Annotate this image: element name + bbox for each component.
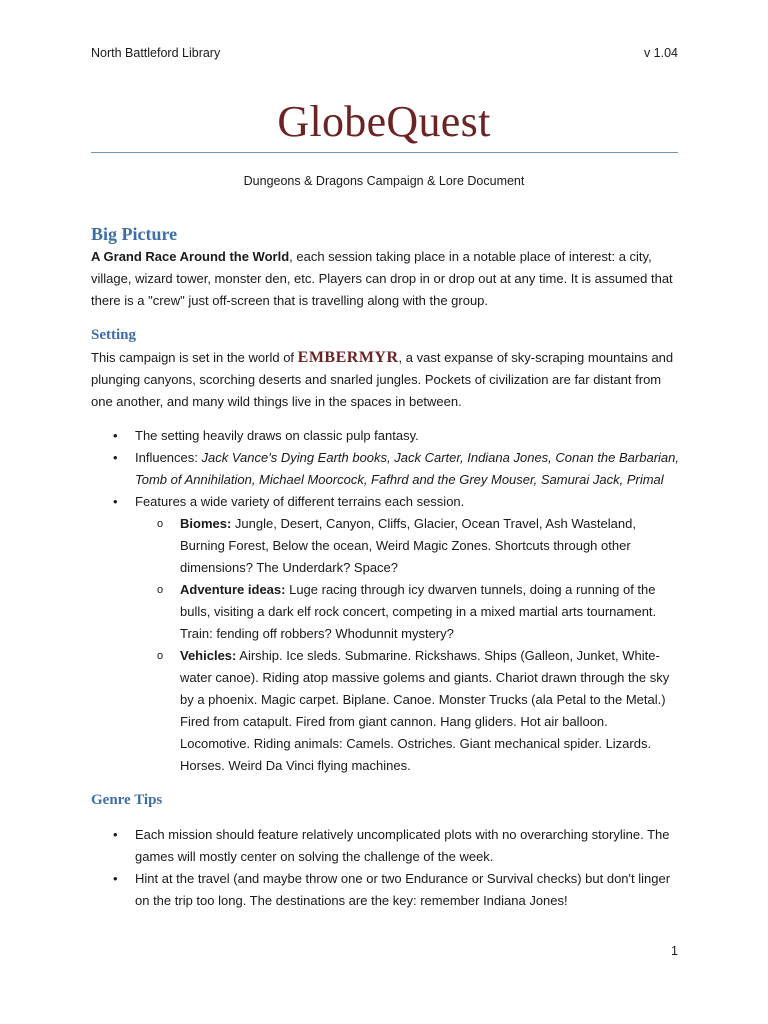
- list-item: [91, 491, 681, 777]
- list-item: [91, 425, 681, 447]
- setting-bullet-list: [91, 425, 681, 777]
- influences-list: Jack Vance's Dying Earth books, Jack Carter, Indiana Jones, Conan the Barbarian, Tomb of Annihilation, Michael Moorcock, Fafhrd and the Grey Mouser, Samurai Jack, Primal: [135, 450, 679, 487]
- biomes-label: Biomes:: [180, 516, 232, 531]
- adventure-ideas-text: Luge racing through icy dwarven tunnels, doing a running of the bulls, visiting a dark elf rock concert, competing in a mixed martial arts tournament. Train: fending off robbers? Whodunnit mystery?: [180, 582, 657, 641]
- setting-bullet-pulp: The setting heavily draws on classic pulp fantasy.: [135, 428, 419, 443]
- setting-bullet-terrains: Features a wide variety of different terrains each session.: [135, 494, 465, 509]
- genre-tip-2: Hint at the travel (and maybe throw one or two Endurance or Survival checks) but don't linger on the trip too long. The destinations are the key: remember Indiana Jones!: [135, 871, 671, 908]
- influences-label: Influences:: [135, 450, 202, 465]
- adventure-ideas-label: Adventure ideas:: [180, 582, 286, 597]
- setting-paragraph: [91, 347, 681, 413]
- heading-setting: Setting: [91, 327, 136, 343]
- document-subtitle: Dungeons & Dragons Campaign & Lore Document: [243, 174, 525, 188]
- biomes-text: Jungle, Desert, Canyon, Cliffs, Glacier, Ocean Travel, Ash Wasteland, Burning Forest, Below the ocean, Weird Magic Zones. Shortcuts through other dimensions? The Underdark? Space?: [180, 516, 636, 575]
- heading-big-picture: Big Picture: [91, 224, 178, 244]
- setting-text-after: , a vast expanse of sky-scraping mountains and plunging canyons, scorching deserts and snarled jungles. Pockets of civilization are far distant from one another, and many wild things live in the spaces in between.: [91, 350, 674, 409]
- genre-tip-1: Each mission should feature relatively uncomplicated plots with no overarching storyline. The games will mostly center on solving the challenge of the week.: [135, 827, 670, 864]
- header-library-name: North Battleford Library: [91, 46, 221, 60]
- genre-tips-list: [91, 824, 681, 912]
- list-item: [91, 824, 681, 868]
- vehicles-text: Airship. Ice sleds. Submarine. Rickshaws. Ships (Galleon, Junket, White-water canoe). Riding atop massive golems and giants. Chariot drawn through the sky by a phoenix. Magic carpet. Biplane. Canoe. Monster Trucks (ala Petal to the Metal.) Fired from catapult. Fired from giant cannon. Hang gliders. Hot air balloon. Locomotive. Riding animals: Camels. Ostriches. Giant mechanical spider. Lizards. Horses. Weird Da Vinci flying machines.: [180, 648, 670, 773]
- big-picture-paragraph: [91, 246, 681, 312]
- document-title: GlobeQuest: [277, 97, 491, 146]
- list-item: [91, 447, 681, 491]
- setting-text-before: This campaign is set in the world of: [91, 350, 298, 365]
- page-number: 1: [671, 944, 678, 958]
- terrain-sublist: [135, 513, 681, 777]
- list-item: [135, 645, 681, 777]
- heading-genre-tips: Genre Tips: [91, 792, 163, 808]
- big-picture-lead: A Grand Race Around the World: [91, 249, 290, 264]
- list-item: [91, 868, 681, 912]
- world-name: EMBERMYR: [297, 349, 399, 366]
- vehicles-label: Vehicles:: [180, 648, 237, 663]
- header-version: v 1.04: [643, 46, 678, 60]
- document-body: [91, 222, 681, 912]
- title-divider: [91, 152, 678, 153]
- big-picture-text: , each session taking place in a notable place of interest: a city, village, wizard tower, monster den, etc. Players can drop in or drop out at any time. It is assumed that there is a "crew" just off-screen that is travelling along with the group.: [91, 249, 673, 308]
- list-item: [135, 579, 681, 645]
- list-item: [135, 513, 681, 579]
